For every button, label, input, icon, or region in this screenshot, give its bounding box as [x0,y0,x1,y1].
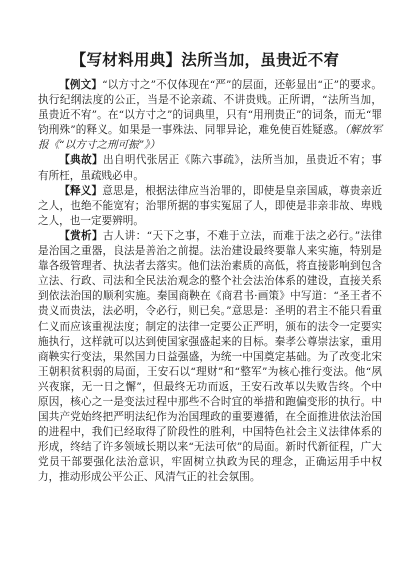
example-text: “以方寸之”不仅体现在“严”的层面，还彰显出“正”的要求。执行纪纲法度的公正，当是不论亲疏、不讲贵贱。正所谓，“法所当加，虽贵近不宥”。在“以方寸之”的词典里，只有“用刑贵正”的词条，而无“罪钧刑殊”的释义。如果是一事殊法、同罪异论，难免使百姓疑惑。 [38,79,383,137]
origin-text: 出自明代张居正《陈六事疏》，法所当加，虽贵近不宥；事有所枉，虽疏贱必申。 [38,154,382,182]
example-tag: 【例文】 [59,79,103,91]
origin-tag: 【典故】 [59,154,103,167]
meaning-text: 意思是，根据法律应当治罪的，即使是皇亲国戚，尊贵亲近之人，也绝不能宽宥；治罪所据的事实冤屈了人，即使是非亲非故、卑贱之人，也一定要辨明。 [38,184,383,227]
article-body [38,78,382,486]
analysis-paragraph [38,229,382,486]
meaning-tag: 【释义】 [59,184,103,197]
example-source-note: （解放军报《“以方寸之刑可振”》） [38,124,383,152]
origin-paragraph [38,153,382,183]
analysis-text: 古人讲：“天下之事，不难于立法，而难于法之必行。”法律是治国之重器，良法是善治之前提。法治建设最终要靠人来实施，特别是靠各级管理者、执法者去落实。他们法治素质的高低，将直接影响到包含立法、行政、司法和全民法治观念的整个社会法治体系的建设，直接关系到依法治国的顺利实施。秦国商鞅在《商君书·画策》中写道：“圣王者不贵义而贵法，法必明，令必行，则已矣。”意思是：圣明的君主不能只看重仁义而应该重视法度；制定的法律一定要公正严明，颁布的法令一定要实施执行，这样就可以达到使国家强盛起来的目标。秦孝公尊崇法家，重用商鞅实行变法，果然国力日益强盛，为统一中国奠定基础。为了改变北宋王朝积贫积弱的局面，王安石以“理财”和“整军”为核心推行变法。他“夙兴夜寐，无一日之懈”，但最终无功而返，王安石改革以失败告终。个中原因，核心之一是变法过程中那些不合时宜的举措和跑偏变形的执行。中国共产党始终把严明法纪作为治国理政的重要遵循，在全面推进依法治国的进程中，我们已经取得了阶段性的胜利，中国特色社会主义法律体系的形成，终结了许多领域长期以来“无法可依”的局面。新时代新征程，广大党员干部要强化法治意识，牢固树立执政为民的理念，正确运用手中权力，推动形成公平公正、风清气正的社会氛围。 [38,229,383,484]
document-title: 【写材料用典】法所当加，虽贵近不宥 [70,51,340,69]
example-paragraph [38,78,382,153]
analysis-tag: 【赏析】 [59,229,103,242]
meaning-paragraph [38,184,382,229]
